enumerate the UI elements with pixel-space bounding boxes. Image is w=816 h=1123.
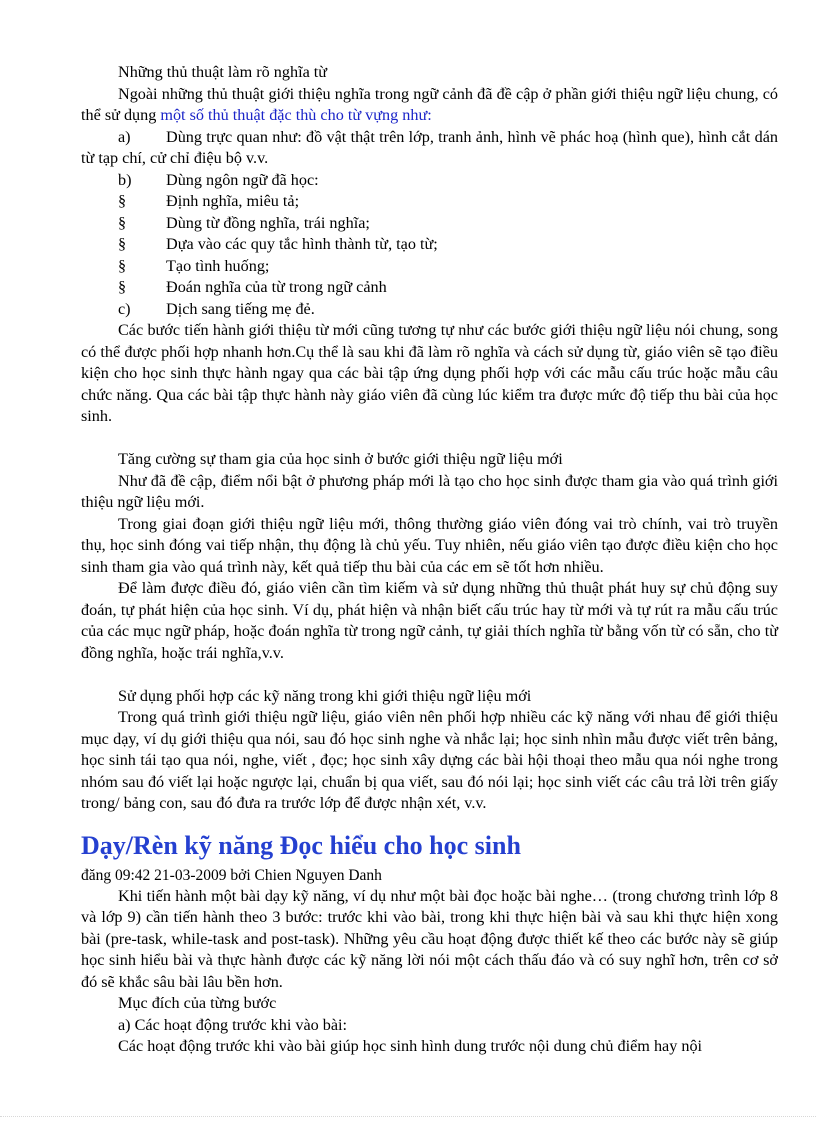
- list-marker: a): [118, 127, 131, 146]
- bullet-text: Đoán nghĩa của từ trong ngữ cảnh: [166, 278, 387, 296]
- bullet-item: [81, 213, 778, 235]
- list-item-text: Dịch sang tiếng mẹ đẻ.: [166, 299, 315, 318]
- paragraph: Các bước tiến hành giới thiệu từ mới cũng tương tự như các bước giới thiệu ngữ liệu nói chung, song có thể được phối hợp nhanh hơn.Cụ thể là sau khi đã làm rõ nghĩa và cách sử dụng từ, giáo viên sẽ tạo điều kiện cho học sinh thực hành ngay qua các bài tập ứng dụng phối hợp với các mẫu cấu trúc hoặc mẫu câu chức năng. Qua các bài tập thực hành này giáo viên đã cùng lúc kiểm tra được mức độ tiếp thu bài của học sinh.: [81, 321, 778, 425]
- bullet-text: Dùng từ đồng nghĩa, trái nghĩa;: [166, 213, 370, 232]
- intro-paragraph: [81, 84, 778, 127]
- list-marker: b): [118, 170, 132, 189]
- section-bullet-icon: §: [118, 256, 127, 275]
- article-heading: Dạy/Rèn kỹ năng Đọc hiểu cho học sinh: [81, 830, 521, 860]
- bullet-text: Định nghĩa, miêu tả;: [166, 192, 300, 210]
- section-bullet-icon: §: [118, 192, 127, 210]
- section-title-skills: Sử dụng phối hợp các kỹ năng trong khi giới thiệu ngữ liệu mới: [118, 686, 532, 705]
- list-item-text: Dùng ngôn ngữ đã học:: [166, 170, 319, 189]
- intro-text: Ngoài những thủ thuật giới thiệu nghĩa trong ngữ cảnh đã đề cập ở phần giới thiệu ngữ liệu chung, có thể sử dụng: [81, 84, 778, 124]
- paragraph: Khi tiến hành một bài dạy kỹ năng, ví dụ như một bài đọc hoặc bài nghe… (trong chương trình lớp 8 và lớp 9) cần tiến hành theo 3 bước: trước khi vào bài, trong khi thực hiện bài và sau khi thực hiện xong bài (pre-task, while-task and post-task). Những yêu cầu hoạt động được thiết kế theo các bước này sẽ giúp học sinh hiểu bài và thực hành được các kỹ năng lời nói một cách thấu đáo và có suy nghĩ hơn, trên cơ sở đó sẽ khắc sâu bài lâu bền hơn.: [81, 886, 778, 991]
- paragraph: Để làm được điều đó, giáo viên cần tìm kiếm và sử dụng những thủ thuật phát huy sự chủ động suy đoán, tự phát hiện của học sinh. Ví dụ, phát hiện và nhận biết cấu trúc hay từ mới và tự rút ra mẫu cấu trúc của các mục ngữ pháp, hoặc đoán nghĩa từ trong ngữ cảnh, tự giải thích nghĩa từ bằng vốn từ có sẵn, cho từ đồng nghĩa, hoặc trái nghĩa,v.v.: [81, 579, 778, 662]
- intro-link[interactable]: một số thủ thuật đặc thù cho từ vựng như:: [160, 106, 432, 124]
- paragraph: Trong quá trình giới thiệu ngữ liệu, giáo viên nên phối hợp nhiều các kỹ năng với nhau để giới thiệu mục dạy, ví dụ giới thiệu qua nói, sau đó học sinh nghe và nhắc lại; học sinh nhìn mẫu được viết trên bảng, học sinh tái tạo qua nói, nghe, viết , đọc; học sinh xây dựng các bài hội thoại theo mẫu qua nói nghe trong nhóm sau đó viết lại hoặc ngược lại, chuẩn bị qua viết, sau đó nói lại; học sinh viết các câu trả lời trên giấy trong/ bảng con, sau đó đưa ra trước lớp để được nhận xét, v.v.: [81, 708, 778, 812]
- step-label: a) Các hoạt động trước khi vào bài:: [118, 1015, 348, 1034]
- spacer: [81, 428, 778, 450]
- bullet-item: [81, 234, 778, 256]
- section-bullet-icon: §: [118, 235, 127, 253]
- list-marker: c): [118, 299, 131, 318]
- section-bullet-icon: §: [118, 213, 127, 232]
- section-bullet-icon: §: [118, 278, 127, 296]
- paragraph: Các hoạt động trước khi vào bài giúp học sinh hình dung trước nội dung chủ điểm hay nội: [118, 1037, 703, 1055]
- bullet-item: [81, 277, 778, 299]
- bullet-text: Dựa vào các quy tắc hình thành từ, tạo từ;: [166, 235, 438, 253]
- section-title-word-clarification: Những thủ thuật làm rõ nghĩa từ: [118, 63, 328, 81]
- paragraph: Trong giai đoạn giới thiệu ngữ liệu mới, thông thường giáo viên đóng vai trò chính, vai trò truyền thụ, học sinh đóng vai tiếp nhận, thụ động là chủ yếu. Tuy nhiên, nếu giáo viên tạo được điều kiện cho học sinh tham gia vào quá trình này, kết quả tiếp thu bài của các em sẽ tốt hơn nhiều.: [81, 514, 778, 576]
- bullet-item: [81, 191, 778, 213]
- list-item-c: [81, 299, 778, 321]
- bullet-text: Tạo tình huống;: [166, 256, 270, 275]
- bullet-item: [81, 256, 778, 278]
- list-item-b: [81, 170, 778, 192]
- paragraph: Như đã đề cập, điểm nổi bật ở phương pháp mới là tạo cho học sinh được tham gia vào quá trình giới thiệu ngữ liệu mới.: [81, 471, 778, 511]
- list-item-a: [81, 127, 778, 170]
- section-title-participation: Tăng cường sự tham gia của học sinh ở bước giới thiệu ngữ liệu mới: [118, 450, 563, 468]
- subheading: Mục đích của từng bước: [118, 994, 277, 1012]
- page-bottom-divider: [0, 1116, 816, 1117]
- list-item-text: Dùng trực quan như: đồ vật thật trên lớp, tranh ảnh, hình vẽ phác hoạ (hình que), hình cắt dán từ tạp chí, cử chỉ điệu bộ v.v.: [81, 127, 778, 167]
- document-page: [81, 62, 778, 1058]
- spacer: [81, 664, 778, 686]
- post-meta: đăng 09:42 21-03-2009 bởi Chien Nguyen Danh: [81, 866, 382, 884]
